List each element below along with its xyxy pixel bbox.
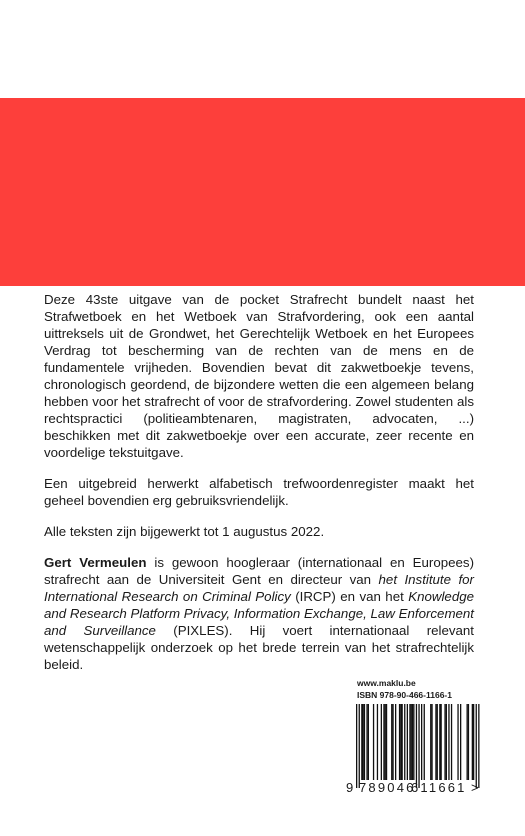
cover-color-band — [0, 98, 525, 286]
description-paragraph: Deze 43ste uitgave van de pocket Strafrecht bundelt naast het Strafwetboek en het Wetboek van Strafvordering, ook een aantal uittreksels uit de Grondwet, het Gerechtelijk Wetboek en het Europees Verdrag tot bescherming van de rechten van de mens en de fundamentele vrijheden. Bovendien bevat dit zakwetboekje tevens, chronologisch geordend, de bijzondere wetten die een algemeen belang hebben voor het strafrecht of voor de strafvordering. Zowel studenten als rechtspractici (politieambtenaren, magistraten, advocaten, ...) beschikken met dit zakwetboekje over een accurate, zeer recente en voordelige tekstuitgave. — [44, 292, 474, 460]
barcode-bar — [441, 704, 442, 780]
barcode-bar — [439, 704, 440, 780]
barcode-bar — [377, 704, 378, 780]
barcode-bar — [391, 704, 392, 780]
barcode-bar — [411, 704, 412, 780]
barcode-bar — [383, 704, 384, 780]
barcode-guard-bar — [418, 704, 419, 788]
barcode-bar — [431, 704, 432, 780]
update-date-paragraph: Alle teksten zijn bijgewerkt tot 1 augustus 2022. — [44, 524, 325, 539]
barcode-bar — [457, 704, 458, 780]
barcode-bar — [467, 704, 468, 780]
barcode-bar — [413, 704, 414, 780]
barcode-bar — [421, 704, 422, 780]
barcode-bar — [448, 704, 449, 780]
back-cover-text — [44, 291, 474, 673]
barcode-bar — [412, 704, 413, 780]
barcode-bar — [361, 704, 362, 780]
barcode-bar — [392, 704, 393, 780]
barcode-bar — [363, 704, 364, 780]
barcode-bar — [446, 704, 447, 780]
barcode-bar — [430, 704, 431, 780]
barcode-bar — [468, 704, 469, 780]
author-bio: Gert Vermeulen is gewoon hoogleraar (internationaal en Europees) strafrecht aan de Universiteit Gent en directeur van het Institute for International Research on Criminal Policy (IRCP) en van het Knowledge and Research Platform Privacy, Information Exchange, Law Enforcement and Surveillance (PIXLES). Hij voert internationaal relevant wetenschappelijk onderzoek op het brede terrein van het strafrechtelijk beleid. — [44, 555, 475, 672]
publisher-website: www.maklu.be — [357, 678, 416, 688]
barcode-right-digits: 611661 — [411, 780, 467, 795]
publisher-info — [357, 677, 487, 701]
barcode-bar — [424, 704, 425, 780]
barcode-bar — [395, 704, 396, 780]
barcode-guard-bar — [476, 704, 477, 788]
barcode-bar — [366, 704, 367, 780]
barcode-arrow: > — [471, 780, 479, 795]
barcode-left-digits: 789046 — [359, 780, 416, 795]
barcode-bar — [460, 704, 461, 780]
barcode-bar — [444, 704, 445, 780]
barcode-bar — [385, 704, 386, 780]
barcode-bar — [404, 704, 405, 780]
barcode-bar — [409, 704, 410, 780]
barcode-bar — [402, 704, 403, 780]
barcode-guard-bar — [478, 704, 479, 788]
barcode-bar — [386, 704, 387, 780]
barcode-bar — [473, 704, 474, 780]
barcode-bar — [368, 704, 369, 780]
barcode-bar — [364, 704, 365, 780]
author-name: Gert Vermeulen — [44, 555, 147, 570]
barcode-bar — [472, 704, 473, 780]
barcode-lead-digit: 9 — [346, 780, 354, 795]
barcode-guard-bar — [356, 704, 357, 788]
barcode-bar — [435, 704, 436, 780]
index-paragraph: Een uitgebreid herwerkt alfabetisch trefwoordenregister maakt het geheel bovendien erg gebruiksvriendelijk. — [44, 476, 474, 508]
barcode-bar — [373, 704, 374, 780]
barcode-bar — [451, 704, 452, 780]
barcode-guard-bar — [416, 704, 417, 788]
isbn-number: ISBN 978-90-466-1166-1 — [357, 690, 452, 700]
barcode-bar — [381, 704, 382, 780]
barcode-guard-bar — [359, 704, 360, 788]
barcode-bar — [407, 704, 408, 780]
barcode-bar — [399, 704, 400, 780]
barcode-bar — [400, 704, 401, 780]
barcode-bar — [437, 704, 438, 780]
